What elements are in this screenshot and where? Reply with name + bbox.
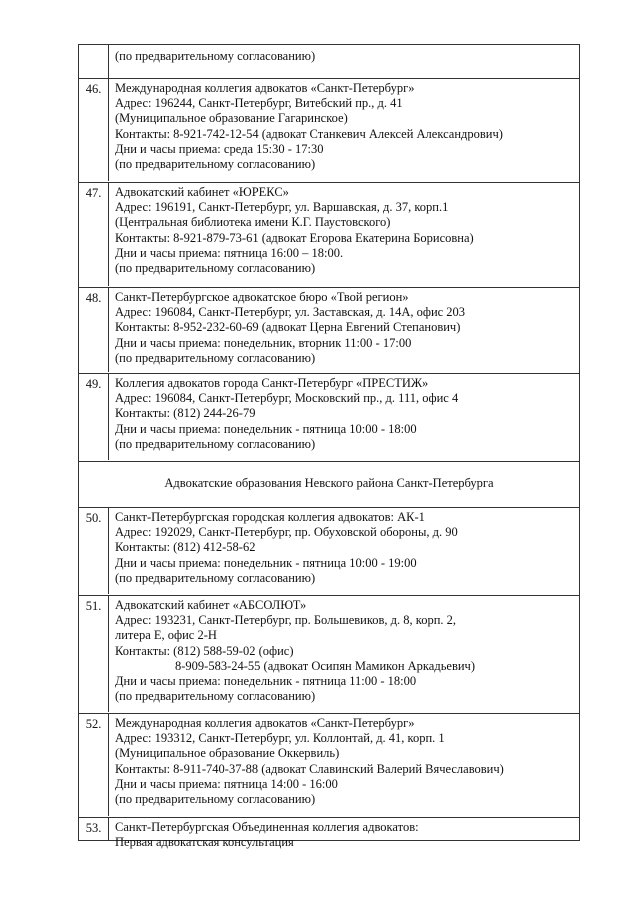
entry-line: (по предварительному согласованию) (115, 157, 316, 172)
table-row (79, 78, 579, 181)
entry-line: Дни и часы приема: понедельник - пятница 10:00 - 19:00 (115, 555, 417, 570)
entry-line: Адрес: 192029, Санкт-Петербург, пр. Обуховской обороны, д. 90 (115, 525, 458, 540)
section-heading-row (79, 461, 579, 506)
row-number: 47. (79, 183, 109, 286)
row-content (115, 185, 575, 276)
row-number: 51. (79, 596, 109, 712)
entry-line: Контакты: 8-921-742-12-54 (адвокат Станкевич Алексей Александрович) (115, 126, 503, 141)
row-content (115, 510, 575, 586)
table-row (79, 182, 579, 286)
entry-line: 8-909-583-24-55 (адвокат Осипян Мамикон Аркадьевич) (175, 658, 475, 673)
row-number: 49. (79, 374, 109, 460)
entry-line: (по предварительному согласованию) (115, 792, 316, 807)
row-number-cell (79, 45, 109, 79)
entry-line: Контакты: (812) 244-26-79 (115, 406, 256, 421)
row-content (115, 49, 575, 64)
entry-line: Санкт-Петербургская городская коллегия адвокатов: АК-1 (115, 510, 425, 524)
entry-line: Адвокатский кабинет «АБСОЛЮТ» (115, 598, 307, 612)
entry-line: (Центральная библиотека имени К.Г. Паустовского) (115, 215, 391, 230)
row-content (115, 716, 575, 807)
row-number: 50. (79, 508, 109, 594)
entry-line: Дни и часы приема: понедельник, вторник 11:00 - 17:00 (115, 335, 412, 350)
row-content (115, 376, 575, 452)
entry-line: Первая адвокатская консультация (115, 835, 294, 850)
row-content (115, 290, 575, 366)
row-number: 48. (79, 288, 109, 372)
entry-line: (Муниципальное образование Оккервиль) (115, 746, 340, 761)
entry-line: Коллегия адвокатов города Санкт-Петербург «ПРЕСТИЖ» (115, 376, 429, 390)
row-number: 53. (79, 818, 109, 841)
entry-line: Международная коллегия адвокатов «Санкт-Петербург» (115, 716, 415, 730)
entry-line: Дни и часы приема: понедельник - пятница 11:00 - 18:00 (115, 674, 417, 689)
row-number: 46. (79, 79, 109, 181)
table-row (79, 507, 579, 594)
row-content (115, 598, 575, 704)
entry-line: Адрес: 193312, Санкт-Петербург, ул. Коллонтай, д. 41, корп. 1 (115, 731, 445, 746)
table-row (79, 373, 579, 460)
row-number: 52. (79, 714, 109, 816)
continuation-text: (по предварительному согласованию) (115, 49, 316, 63)
table-row (79, 287, 579, 372)
entry-line: Адрес: 196244, Санкт-Петербург, Витебский пр., д. 41 (115, 96, 403, 111)
entry-line: Контакты: 8-911-740-37-88 (адвокат Славинский Валерий Вячеславович) (115, 761, 504, 776)
table-row-continuation (79, 44, 579, 79)
entry-line: Дни и часы приема: пятница 14:00 - 16:00 (115, 776, 338, 791)
entry-line: Санкт-Петербургская Объединенная коллегия адвокатов: (115, 820, 419, 834)
entry-line: (по предварительному согласованию) (115, 261, 316, 276)
entry-line: Дни и часы приема: пятница 16:00 – 18:00. (115, 245, 344, 260)
row-content (115, 820, 575, 850)
entry-line: Контакты: 8-952-232-60-69 (адвокат Церна Евгений Степанович) (115, 320, 461, 335)
entry-line: (по предварительному согласованию) (115, 436, 316, 451)
section-title: Адвокатские образования Невского района Санкт-Петербурга (164, 476, 494, 490)
entry-line: литера Е, офис 2-Н (115, 628, 217, 643)
lawyers-table (78, 44, 580, 850)
entry-line: Адрес: 196084, Санкт-Петербург, Московский пр., д. 111, офис 4 (115, 391, 459, 406)
entry-line: (по предварительному согласованию) (115, 689, 316, 704)
table-row (79, 817, 579, 850)
entry-line: (по предварительному согласованию) (115, 350, 316, 365)
entry-line: (по предварительному согласованию) (115, 570, 316, 585)
entry-line: Адрес: 196084, Санкт-Петербург, ул. Заставская, д. 14А, офис 203 (115, 305, 466, 320)
row-content (115, 81, 575, 172)
entry-line: Санкт-Петербургское адвокатское бюро «Твой регион» (115, 290, 409, 304)
entry-line: Контакты: (812) 588-59-02 (офис) (115, 643, 294, 658)
entry-line: Дни и часы приема: среда 15:30 - 17:30 (115, 141, 324, 156)
entry-line: Контакты: 8-921-879-73-61 (адвокат Егорова Екатерина Борисовна) (115, 230, 474, 245)
entry-line: Адрес: 196191, Санкт-Петербург, ул. Варшавская, д. 37, корп.1 (115, 200, 449, 215)
table-row (79, 713, 579, 816)
entry-line: Дни и часы приема: понедельник - пятница 10:00 - 18:00 (115, 421, 417, 436)
entry-line: Контакты: (812) 412-58-62 (115, 540, 256, 555)
entry-line: (Муниципальное образование Гагаринское) (115, 111, 348, 126)
entry-line: Международная коллегия адвокатов «Санкт-Петербург» (115, 81, 415, 95)
entry-line: Адвокатский кабинет «ЮРЕКС» (115, 185, 289, 199)
entry-line: Адрес: 193231, Санкт-Петербург, пр. Большевиков, д. 8, корп. 2, (115, 613, 457, 628)
table-row (79, 595, 579, 712)
